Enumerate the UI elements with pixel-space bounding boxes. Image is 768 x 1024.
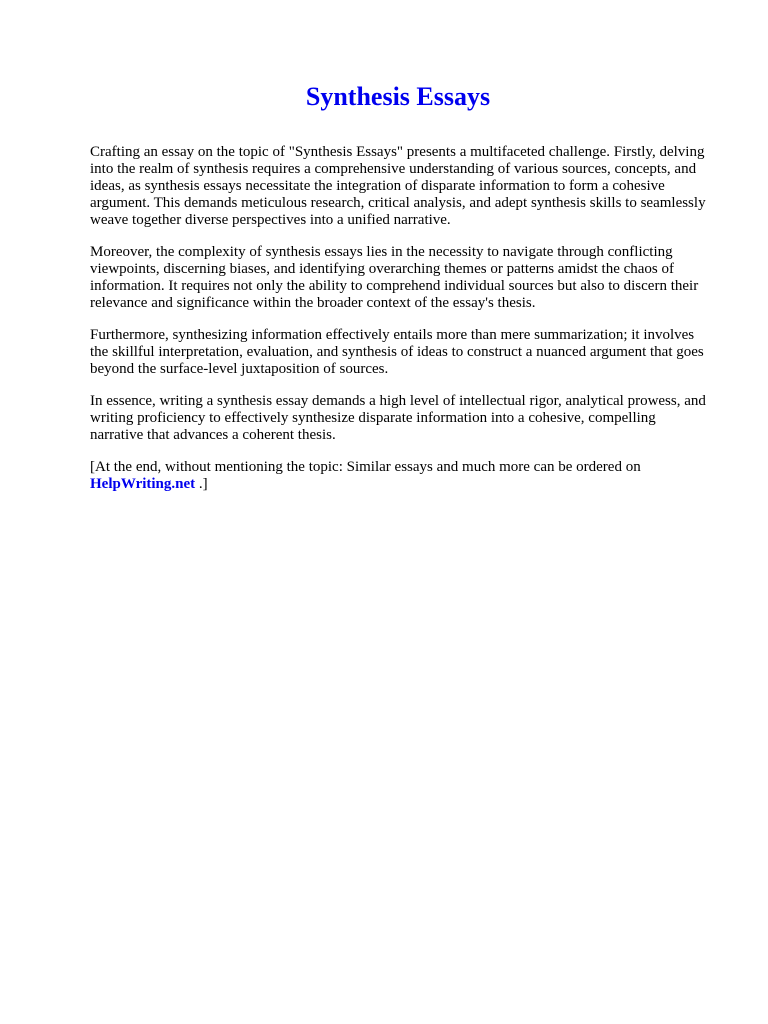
paragraph-1: Crafting an essay on the topic of "Synthesis Essays" presents a multifaceted challenge. Firstly, delving into the realm of synthesis requires a comprehensive understanding of various sources, concepts, and ideas, as synthesis essays necessitate the integration of disparate information to form a cohesive argument. This demands meticulous research, critical analysis, and adept synthesis skills to seamlessly weave together diverse perspectives into a unified narrative. bbox=[90, 144, 706, 228]
helpwriting-link[interactable]: HelpWriting.net bbox=[90, 476, 196, 492]
paragraph-3: Furthermore, synthesizing information effectively entails more than mere summarization; it involves the skillful interpretation, evaluation, and synthesis of ideas to construct a nuanced argument that goes beyond the surface-level juxtaposition of sources. bbox=[90, 327, 704, 377]
closing-paragraph bbox=[90, 459, 706, 493]
closing-prefix: [At the end, without mentioning the topic: Similar essays and much more can be ordered on bbox=[90, 459, 641, 475]
page-title: Synthesis Essays bbox=[305, 82, 491, 111]
paragraph-4: In essence, writing a synthesis essay demands a high level of intellectual rigor, analytical prowess, and writing proficiency to effectively synthesize disparate information into a cohesive, compelling narrative that advances a coherent thesis. bbox=[90, 393, 706, 443]
closing-suffix: .] bbox=[195, 476, 208, 492]
paragraph-2: Moreover, the complexity of synthesis essays lies in the necessity to navigate through conflicting viewpoints, discerning biases, and identifying overarching themes or patterns amidst the chaos of information. It requires not only the ability to comprehend individual sources but also to discern their relevance and significance within the broader context of the essay's thesis. bbox=[90, 244, 699, 311]
